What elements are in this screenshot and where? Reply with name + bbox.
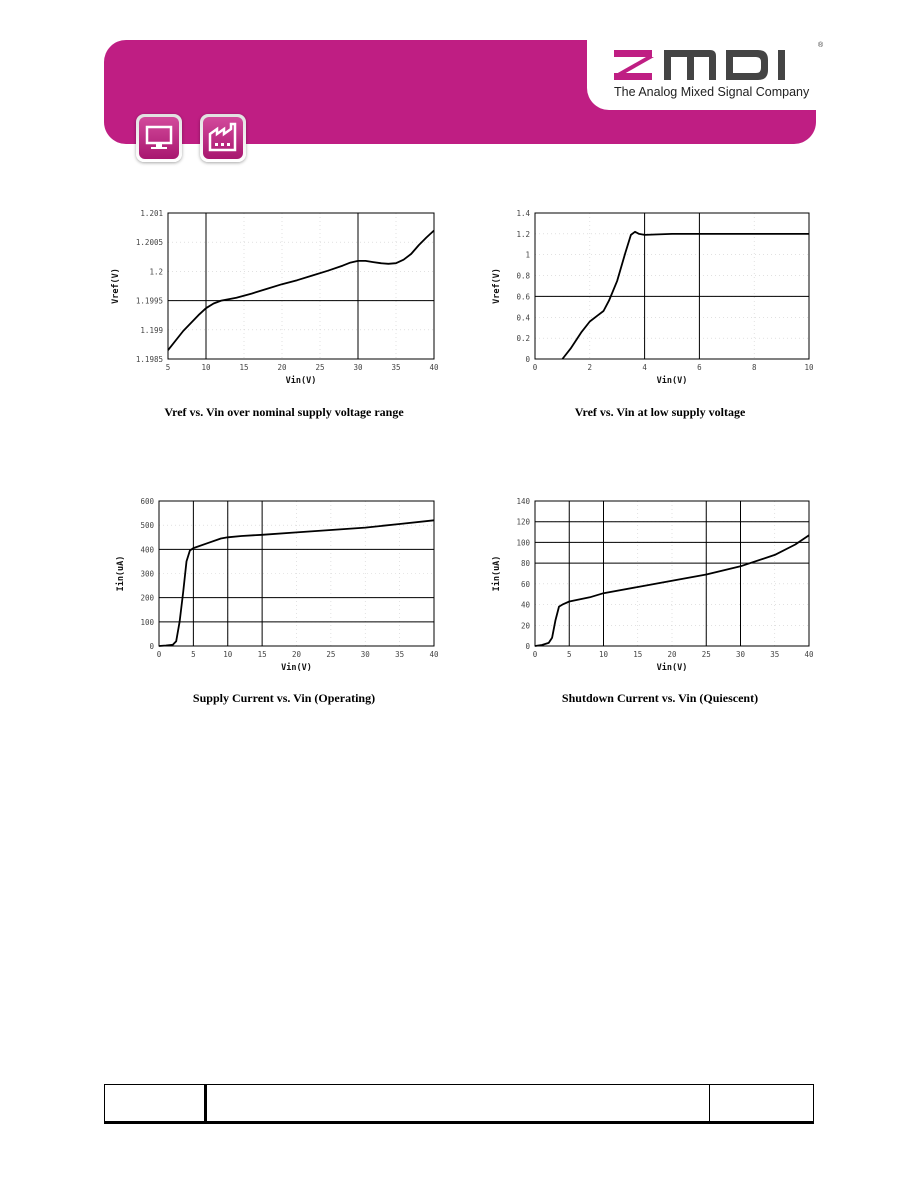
y-tick-label: 1 — [525, 250, 530, 260]
x-axis-label: Vin(V) — [281, 663, 312, 673]
chart-title: Vref vs. Vin over nominal supply voltage range — [164, 405, 404, 419]
y-tick-label: 1.199 — [140, 325, 163, 335]
x-tick-label: 15 — [257, 650, 267, 659]
footer-cell-left — [105, 1085, 207, 1121]
y-tick-label: 600 — [140, 497, 154, 506]
y-axis-label: Vref(V) — [492, 268, 502, 304]
registered-mark: ® — [818, 42, 824, 49]
chart-title: Supply Current vs. Vin (Operating) — [192, 691, 376, 705]
y-tick-label: 20 — [520, 621, 530, 631]
y-tick-label: 40 — [520, 600, 530, 610]
x-tick-label: 40 — [429, 650, 439, 659]
x-axis-label: Vin(V) — [656, 663, 688, 673]
x-tick-label: 10 — [804, 363, 814, 372]
x-tick-label: 0 — [532, 363, 538, 372]
company-tagline: The Analog Mixed Signal Company — [614, 85, 810, 99]
x-tick-label: 25 — [326, 650, 336, 659]
x-tick-label: 8 — [751, 363, 757, 372]
y-axis-label: Iin(uA) — [492, 555, 502, 592]
plot-frame — [168, 213, 434, 359]
y-tick-label: 0.8 — [516, 271, 530, 281]
x-tick-label: 40 — [429, 363, 439, 372]
y-tick-label: 400 — [140, 545, 154, 555]
x-tick-label: 30 — [360, 650, 370, 659]
factory-icon — [200, 114, 246, 162]
y-tick-label: 200 — [140, 593, 154, 603]
series-line — [159, 520, 434, 646]
zmdi-logo — [612, 48, 812, 82]
x-tick-label: 25 — [315, 363, 325, 372]
y-tick-label: 0.4 — [516, 313, 530, 323]
x-tick-label: 30 — [735, 650, 746, 659]
monitor-icon — [136, 114, 182, 162]
y-tick-label: 1.1985 — [135, 355, 163, 364]
x-tick-label: 20 — [667, 650, 677, 659]
x-axis-label: Vin(V) — [285, 376, 317, 386]
x-tick-label: 20 — [277, 363, 287, 372]
chart-title: Vref vs. Vin at low supply voltage — [574, 405, 746, 419]
chart-supply-current — [105, 495, 450, 685]
y-tick-label: 0 — [525, 642, 530, 651]
y-tick-label: 120 — [516, 517, 530, 527]
chart-vref-low-supply — [490, 205, 820, 395]
x-tick-label: 15 — [633, 650, 643, 659]
y-tick-label: 300 — [140, 569, 154, 579]
x-tick-label: 20 — [291, 650, 302, 659]
x-tick-label: 30 — [353, 363, 363, 372]
y-tick-label: 1.2 — [516, 229, 530, 239]
y-tick-label: 1.1995 — [135, 296, 163, 306]
x-tick-label: 15 — [239, 363, 249, 372]
y-tick-label: 0.6 — [516, 292, 530, 302]
series-line — [562, 232, 809, 359]
footer-table — [104, 1084, 814, 1124]
x-tick-label: 0 — [532, 650, 538, 659]
x-tick-label: 5 — [165, 363, 171, 372]
y-tick-label: 500 — [140, 521, 154, 531]
x-tick-label: 25 — [701, 650, 711, 659]
y-tick-label: 1.2 — [149, 267, 163, 277]
footer-cell-right — [709, 1085, 813, 1121]
y-tick-label: 100 — [140, 617, 154, 627]
x-tick-label: 5 — [191, 650, 196, 659]
chart-title: Shutdown Current vs. Vin (Quiescent) — [561, 691, 759, 705]
x-tick-label: 35 — [395, 650, 405, 659]
x-tick-label: 10 — [201, 363, 211, 372]
chart-vref-nominal — [100, 205, 450, 395]
y-tick-label: 0 — [525, 355, 530, 364]
y-axis-label: Iin(uA) — [116, 555, 126, 592]
y-tick-label: 0 — [149, 642, 154, 651]
x-tick-label: 5 — [566, 650, 572, 659]
x-tick-label: 0 — [156, 650, 162, 659]
y-tick-label: 0.2 — [516, 334, 530, 344]
y-tick-label: 60 — [520, 579, 530, 589]
factory-tile — [200, 114, 246, 162]
x-tick-label: 2 — [587, 363, 593, 372]
y-tick-label: 1.201 — [140, 209, 163, 218]
y-axis-label: Vref(V) — [111, 268, 121, 304]
series-line — [168, 231, 434, 351]
x-tick-label: 10 — [598, 650, 609, 659]
plot-frame — [535, 213, 809, 359]
x-tick-label: 4 — [642, 363, 647, 372]
y-tick-label: 1.2005 — [135, 238, 163, 248]
x-tick-label: 35 — [391, 363, 401, 372]
x-tick-label: 6 — [697, 363, 702, 372]
x-tick-label: 35 — [770, 650, 780, 659]
x-axis-label: Vin(V) — [656, 376, 688, 386]
monitor-tile — [136, 114, 182, 162]
x-tick-label: 40 — [804, 650, 814, 659]
x-tick-label: 10 — [223, 650, 233, 659]
y-tick-label: 100 — [516, 538, 530, 548]
chart-shutdown-current — [490, 495, 820, 685]
y-tick-label: 140 — [516, 497, 530, 506]
y-tick-label: 80 — [520, 559, 530, 569]
y-tick-label: 1.4 — [516, 209, 530, 218]
